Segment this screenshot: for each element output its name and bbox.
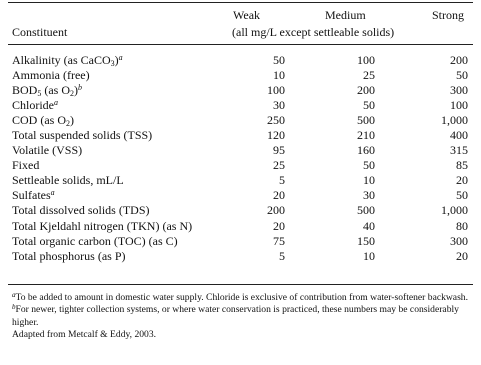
strong-value: 400 — [450, 128, 468, 143]
constituent-name: Ammonia (free) — [12, 67, 90, 82]
constituent-name: COD (as $O_2$) — [12, 112, 74, 128]
strong-value: 1,000 — [441, 112, 468, 127]
weak-value: 95 — [273, 143, 285, 158]
weak-value: 25 — [273, 158, 285, 173]
strong-value: 1,000 — [441, 203, 468, 218]
strong-value: 50 — [456, 67, 468, 82]
constituent-name: Total organic carbon (TOC) (as C) — [12, 233, 178, 248]
table-row — [12, 112, 468, 127]
weak-value: 200 — [267, 203, 285, 218]
table-row — [12, 203, 468, 218]
strong-value: 50 — [456, 188, 468, 203]
table-row — [12, 82, 468, 97]
header-constituent: Constituent — [12, 25, 68, 39]
strong-value: 200 — [450, 52, 468, 67]
constituent-name: $BOD_5$ (as $O_2)^b$ — [12, 82, 83, 98]
medium-value: 500 — [357, 112, 375, 127]
header-medium: Medium — [325, 8, 366, 22]
medium-value: 210 — [357, 128, 375, 143]
table-row — [12, 158, 468, 173]
weak-value: 10 — [273, 67, 285, 82]
table-row — [12, 233, 468, 248]
constituent-name: Alkalinity (as CaCO$_3$)$^a$ — [12, 52, 123, 68]
medium-value: 50 — [363, 158, 375, 173]
table-row — [12, 127, 468, 142]
constituent-table — [12, 52, 468, 263]
constituent-name: Total phosphorus (as P) — [12, 248, 126, 263]
top-rule — [8, 2, 473, 3]
strong-value: 300 — [450, 233, 468, 248]
strong-value: 315 — [450, 143, 468, 158]
weak-value: 100 — [267, 82, 285, 97]
medium-value: 25 — [363, 67, 375, 82]
table-row — [12, 218, 468, 233]
medium-value: 50 — [363, 97, 375, 112]
medium-value: 150 — [357, 233, 375, 248]
constituent-name: Settleable solids, mL/L — [12, 173, 124, 188]
medium-value: 160 — [357, 143, 375, 158]
table-row — [12, 248, 468, 263]
weak-value: 75 — [273, 233, 285, 248]
strong-value: 85 — [456, 158, 468, 173]
table-row — [12, 173, 468, 188]
footnotes — [12, 292, 472, 342]
medium-value: 40 — [363, 218, 375, 233]
constituent-name: Fixed — [12, 158, 40, 173]
footnote: Adapted from Metcalf & Eddy, 2003. — [12, 329, 157, 341]
weak-value: 250 — [267, 112, 285, 127]
medium-value: 10 — [363, 248, 375, 263]
weak-value: 30 — [273, 97, 285, 112]
constituent-name: Total suspended solids (TSS) — [12, 128, 153, 143]
table-row — [12, 143, 468, 158]
bottom-rule — [8, 284, 473, 285]
table-row — [12, 188, 468, 203]
constituent-name: Chloride$^a$ — [12, 97, 58, 112]
table-row — [12, 67, 468, 82]
header-rule — [8, 44, 473, 45]
constituent-name: Total Kjeldahl nitrogen (TKN) (as N) — [12, 218, 193, 233]
constituent-name: Sulfates$^a$ — [12, 188, 55, 203]
weak-value: 20 — [273, 188, 285, 203]
header-weak: Weak — [233, 8, 261, 22]
medium-value: 200 — [357, 82, 375, 97]
medium-value: 10 — [363, 173, 375, 188]
header-strong: Strong — [432, 8, 465, 22]
footnote: $^b$For newer, tighter collection systems, or where water conservation is practiced, these numbers may be considerably higher. — [12, 303, 459, 328]
constituent-name: Volatile (VSS) — [12, 143, 83, 158]
medium-value: 500 — [357, 203, 375, 218]
footnote: $^a$To be added to amount in domestic water supply. Chloride is exclusive of contribution from water-softener backwash. — [12, 291, 468, 303]
medium-value: 30 — [363, 188, 375, 203]
table-row — [12, 97, 468, 112]
strong-value: 300 — [450, 82, 468, 97]
weak-value: 50 — [273, 52, 285, 67]
strong-value: 80 — [456, 218, 468, 233]
strong-value: 20 — [456, 173, 468, 188]
constituent-name: Total dissolved solids (TDS) — [12, 203, 150, 218]
strong-value: 20 — [456, 248, 468, 263]
header-units-note: (all mg/L except settleable solids) — [232, 25, 395, 39]
table-row — [12, 52, 468, 67]
weak-value: 120 — [267, 128, 285, 143]
weak-value: 20 — [273, 218, 285, 233]
strong-value: 100 — [450, 97, 468, 112]
weak-value: 5 — [279, 248, 285, 263]
medium-value: 100 — [357, 52, 375, 67]
weak-value: 5 — [279, 173, 285, 188]
